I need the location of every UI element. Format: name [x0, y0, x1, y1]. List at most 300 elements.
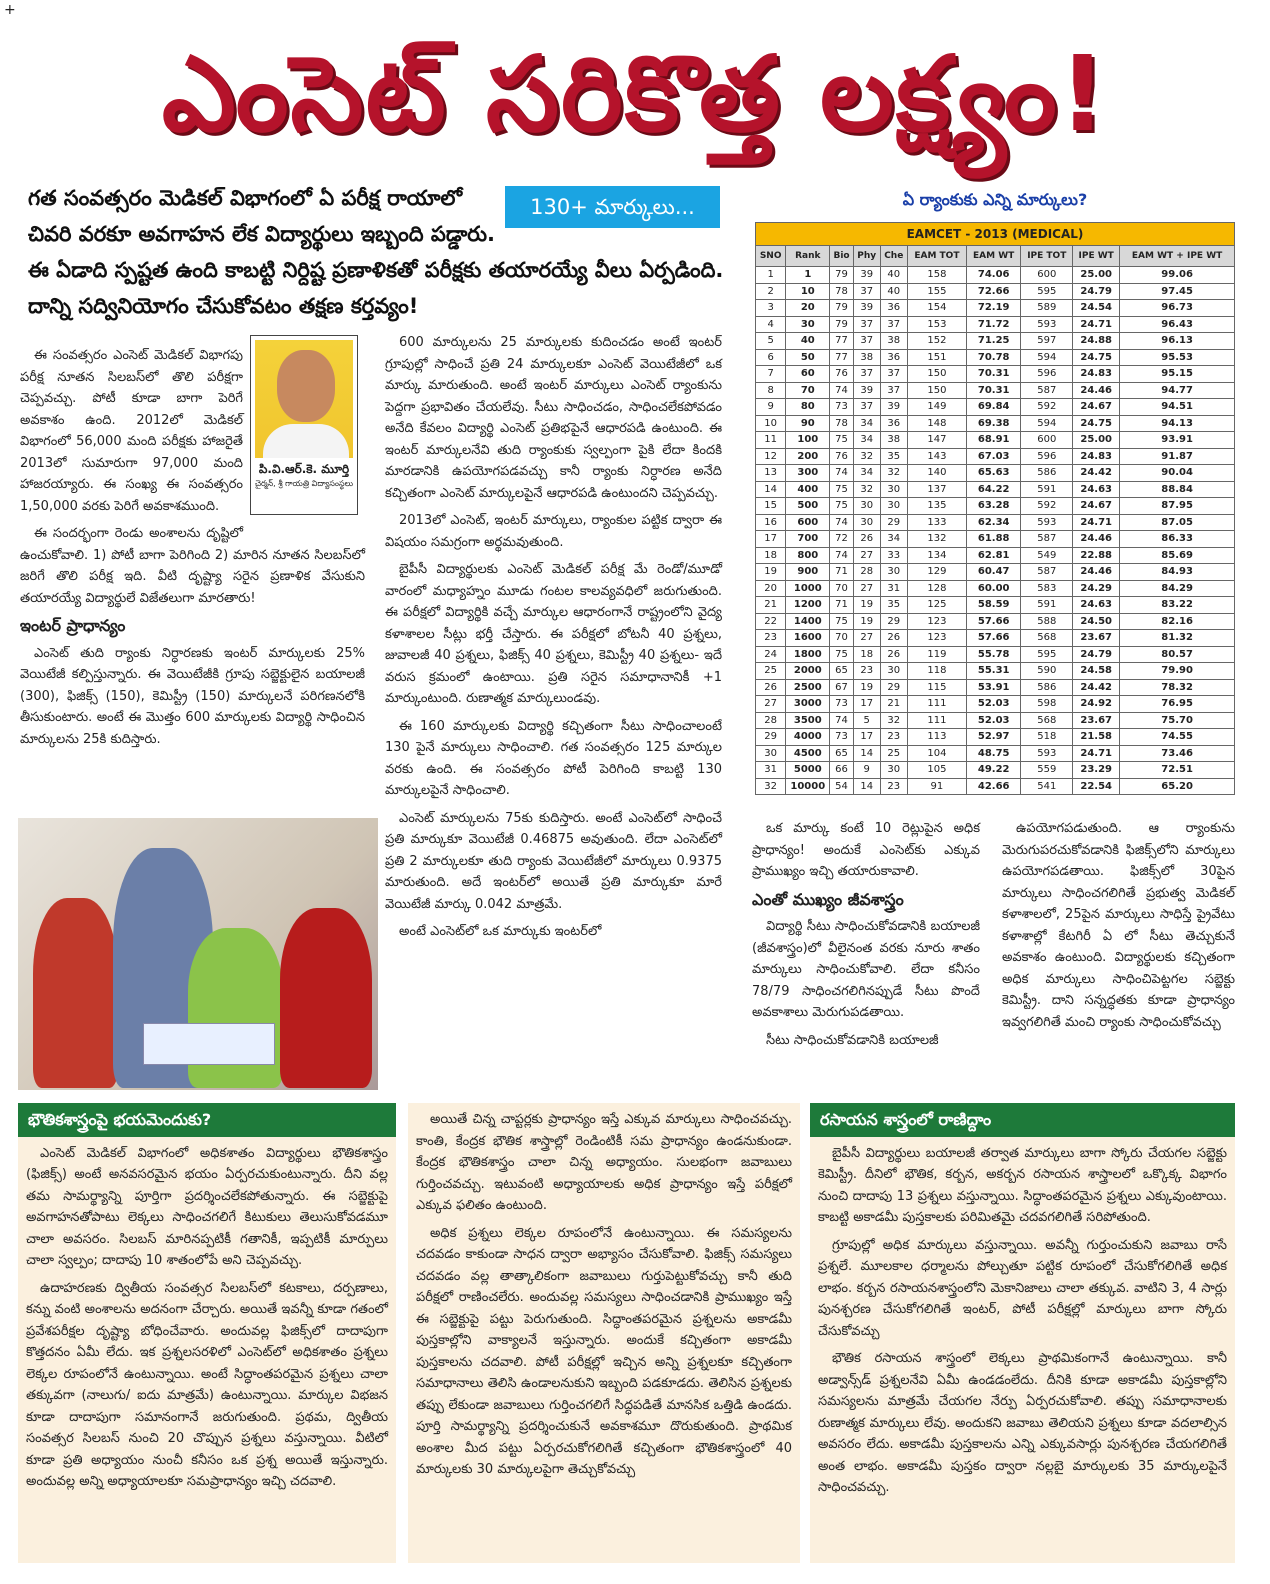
table-cell: 36 — [880, 300, 907, 317]
table-cell: 137 — [907, 481, 966, 498]
table-cell: 38 — [880, 333, 907, 350]
table-cell: 50 — [786, 349, 830, 366]
table-cell: 25.00 — [1073, 432, 1120, 449]
table-cell: 31 — [756, 762, 786, 779]
table-cell: 72.19 — [966, 300, 1020, 317]
table-cell: 70 — [830, 630, 854, 647]
table-cell: 39 — [880, 399, 907, 416]
table-cell: 30 — [786, 316, 830, 333]
table-cell: 36 — [880, 415, 907, 432]
table-cell: 72 — [830, 531, 854, 548]
table-row — [756, 300, 1235, 317]
table-cell: 64.22 — [966, 481, 1020, 498]
table-cell: 71.25 — [966, 333, 1020, 350]
table-cell: 111 — [907, 696, 966, 713]
table-cell: 94.13 — [1120, 415, 1235, 432]
paragraph: విద్యార్థి సీటు సాధించుకోవడానికి బయాలజీ (జీవశాస్త్రం)లో వీలైనంత వరకు నూరు శాతం మార్కులు సాధించుకోవాలి. లేదా కనీసం 78/79 సాధించగలిగినప్పుడే సీటు పొందే అవకాశాలు మెరుగుపడతాయి. — [752, 919, 980, 1020]
column-4 — [1002, 818, 1235, 1039]
table-cell: 35 — [880, 597, 907, 614]
table-cell: 23.29 — [1073, 762, 1120, 779]
paragraph: ఈ 160 మార్కులకు విద్యార్థి కచ్చితంగా సీటు సాధించాలంటే 130 పైనే మార్కులు సాధించాలి. గత సంవత్సరం 125 మార్కుల వరకు ఉంది. ఈ సంవత్సరం పోటీ పెరిగింది కాబట్టి 130 మార్కులపైనే సాధించాలి. — [385, 718, 722, 798]
table-cell: 22 — [756, 613, 786, 630]
table-cell: 68.91 — [966, 432, 1020, 449]
table-cell: 57.66 — [966, 630, 1020, 647]
table-cell: 24 — [756, 646, 786, 663]
table-cell: 86.33 — [1120, 531, 1235, 548]
table-cell: 18 — [853, 646, 880, 663]
table-row — [756, 712, 1235, 729]
table-cell: 39 — [853, 267, 880, 284]
paragraph: ఈ సంవత్సరం ఎంసెట్ మెడికల్ విభాగపు పరీక్ష నూతన సిలబస్‌లో తొలి పరీక్షగా చెప్పవచ్చు. పోటీ కూడా బాగా పెరిగే అవకాశం ఉంది. 2012లో మెడికల్ విభాగంలో 56,000 మంది పరీక్షకు హాజరైతే 2013లో సుమారుగా 97,000 మంది హాజరయ్యారు. ఈ సంఖ్య ఈ సంవత్సరం 1,50,000 వరకు పెరిగే అవకాశముంది. — [20, 348, 243, 514]
table-cell: 87.05 — [1120, 514, 1235, 531]
table-cell: 97.45 — [1120, 283, 1235, 300]
table-cell: 32 — [853, 481, 880, 498]
paragraph: అయితే చిన్న చాప్టర్లకు ప్రాధాన్యం ఇస్తే ఎక్కువ మార్కులు సాధించవచ్చు. కాంతి, కేంద్రక భౌతిక శాస్త్రాల్లో రెండింటికీ సమ ప్రాధాన్యం ఉండనుకుండా. కేంద్రక భౌతికశాస్త్రం చాలా చిన్న అధ్యాయం. సులభంగా జవాబులు గుర్తించవచ్చు. ఇటువంటి అధ్యాయాలకు అధిక ప్రాధాన్యం ఇస్తే పరీక్షలో ఎక్కువ ఫలితం ఉంటుంది. — [416, 1112, 792, 1213]
table-cell: 1600 — [786, 630, 830, 647]
table-cell: 7 — [756, 366, 786, 383]
table-cell: 541 — [1021, 778, 1073, 795]
table-cell: 23 — [880, 729, 907, 746]
table-cell: 36 — [880, 349, 907, 366]
table-cell: 6 — [756, 349, 786, 366]
table-row — [756, 597, 1235, 614]
table-cell: 26 — [853, 531, 880, 548]
table-cell: 96.13 — [1120, 333, 1235, 350]
table-cell: 66 — [830, 762, 854, 779]
table-cell: 104 — [907, 745, 966, 762]
table-cell: 30 — [880, 481, 907, 498]
table-cell: 149 — [907, 399, 966, 416]
column-header: SNO — [756, 246, 786, 267]
table-cell: 78.32 — [1120, 679, 1235, 696]
column-3 — [752, 818, 980, 1057]
paragraph: ఉపయోగపడుతుంది. ఆ ర్యాంకును మెరుగుపరచుకోవడానికి ఫిజిక్స్‌లోని మార్కులు ఉపయోగపడతాయి. ఫిజిక్స్‌లో 30పైన మార్కులు సాధించగలిగితే ప్రభుత్వ మెడికల్ కళాశాలలో, 25పైన మార్కులు సాధిస్తే ప్రైవేటు కళాశాల్లో కేటగిరీ ఏ లో సీటు తెచ్చుకునే అవకాశం ఉంటుంది. విద్యార్థులకు కచ్చితంగా అధిక మార్కులు సాధించిపెట్టగల సబ్జెక్టు కెమిస్ట్రీ. దాని సన్నద్ధతకు కూడా ప్రాధాన్యం ఇవ్వగలిగితే మంచి ర్యాంకు సాధించుకోవచ్చు — [1002, 821, 1235, 1030]
table-cell: 10000 — [786, 778, 830, 795]
paragraph: అధిక ప్రశ్నలు లెక్కల రూపంలోనే ఉంటున్నాయి. ఈ సమస్యలను చదవడం కాకుండా సాధన ద్వారా అభ్యాసం చేసుకోవాలి. ఫిజిక్స్ సమస్యలు చదవడం వల్ల తాత్కాలికంగా జవాబులు గుర్తుపెట్టుకోవచ్చు కానీ తుది పరీక్షలో రాణించలేరు. అందువల్ల సమస్యలు సాధించడానికి ప్రాముఖ్యం ఇస్తే ఈ సబ్జెక్టుపై పట్టు పెరుగుతుంది. సిద్ధాంతపరమైన ప్రశ్నలను అకాడమీ పుస్తకాల్లోని వాక్యాలనే ఇస్తున్నారు. అందుకే కచ్చితంగా అకాడమీ పుస్తకాలను చదవాలి. పోటీ పరీక్షల్లో ఇచ్చిన అన్ని ప్రశ్నలకూ కచ్చితంగా సమాధానాలు తెలిసి ఉండాలనుకుని ఇబ్బంది పడకూడదు. తెలిసిన ప్రశ్నలకు తప్పు లేకుండా జవాబులు గుర్తించగలిగే సిద్ధపడితే మానసిక ఒత్తిడి ఉండదు. పూర్తి సామర్థ్యాన్ని ప్రదర్శించుకునే అవకాశమూ దొరుకుతుంది. ప్రాథమిక అంశాల మీద పట్టు ఏర్పరచుకోగలిగితే కచ్చితంగా భౌతికశాస్త్రంలో 40 మార్కులకు 30 మార్కులపైగా తెచ్చుకోవచ్చు — [416, 1225, 792, 1477]
table-cell: 595 — [1021, 283, 1073, 300]
table-cell: 2500 — [786, 679, 830, 696]
table-cell: 37 — [853, 283, 880, 300]
table-row — [756, 646, 1235, 663]
table-cell: 154 — [907, 300, 966, 317]
table-cell: 568 — [1021, 712, 1073, 729]
table-cell: 105 — [907, 762, 966, 779]
table-cell: 34 — [880, 531, 907, 548]
paragraph: బైపీసీ విద్యార్థులు బయాలజీ తర్వాత మార్కులు బాగా స్కోరు చేయగల సబ్జెక్టు కెమిస్ట్రీ. దీనిలో భౌతిక, కర్బన, అకర్బన రసాయన శాస్త్రాలలో ఒక్కొక్క విభాగం నుంచి దాదాపు 13 ప్రశ్నలు వస్తున్నాయి. సిద్ధాంతపరమైన ప్రశ్నలు ఎక్కువుంటాయి. కాబట్టి అకాడమీ పుస్తకాలకు పరిమితమై చదవగలిగితే సరిపోతుంది. — [818, 1145, 1227, 1225]
author-title: చైర్మన్, శ్రీ గాయత్రి విద్యాసంస్థలు — [254, 479, 354, 488]
table-cell: 155 — [907, 283, 966, 300]
table-cell: 87.95 — [1120, 498, 1235, 515]
table-cell: 21.58 — [1073, 729, 1120, 746]
table-cell: 594 — [1021, 349, 1073, 366]
table-cell: 24.75 — [1073, 415, 1120, 432]
paragraph: సీటు సాధించుకోవడానికి బయాలజీ — [766, 1032, 939, 1048]
table-cell: 52.03 — [966, 696, 1020, 713]
table-cell: 134 — [907, 547, 966, 564]
table-cell: 587 — [1021, 382, 1073, 399]
table-cell: 24.67 — [1073, 399, 1120, 416]
table-cell: 900 — [786, 564, 830, 581]
table-cell: 48.75 — [966, 745, 1020, 762]
section-heading: ఇంటర్ ప్రాధాన్యం — [20, 616, 126, 635]
column-header: EAM WT — [966, 246, 1020, 267]
table-cell: 24.63 — [1073, 481, 1120, 498]
table-cell: 3000 — [786, 696, 830, 713]
table-cell: 24.71 — [1073, 745, 1120, 762]
table-cell: 70 — [786, 382, 830, 399]
table-cell: 14 — [853, 778, 880, 795]
table-cell: 30 — [853, 514, 880, 531]
table-cell: 75 — [830, 432, 854, 449]
table-cell: 40 — [880, 283, 907, 300]
table-cell: 10 — [756, 415, 786, 432]
table-cell: 37 — [853, 366, 880, 383]
table-cell: 99.06 — [1120, 267, 1235, 284]
paragraph: అంటే ఎంసెట్‌లో ఒక మార్కుకు ఇంటర్‌లో — [399, 924, 602, 939]
table-row — [756, 613, 1235, 630]
table-cell: 24.42 — [1073, 679, 1120, 696]
table-cell: 24.83 — [1073, 448, 1120, 465]
table-row — [756, 316, 1235, 333]
table-cell: 17 — [756, 531, 786, 548]
table-cell: 96.43 — [1120, 316, 1235, 333]
table-cell: 21 — [756, 597, 786, 614]
table-cell: 49.22 — [966, 762, 1020, 779]
table-cell: 591 — [1021, 597, 1073, 614]
table-cell: 597 — [1021, 333, 1073, 350]
table-cell: 13 — [756, 465, 786, 482]
table-cell: 518 — [1021, 729, 1073, 746]
table-cell: 39 — [853, 382, 880, 399]
paragraph: ఒక మార్కు కంటే 10 రెట్లుపైన అధిక ప్రాధాన్యం! అందుకే ఎంసెట్‌కు ఎక్కువ ప్రాముఖ్యం ఇచ్చి తయారుకావాలి. — [752, 821, 980, 879]
table-cell: 21 — [880, 696, 907, 713]
headline: ఎంసెట్ సరికొత్త లక్ష్యం! — [161, 33, 1109, 155]
table-cell: 2000 — [786, 663, 830, 680]
table-row — [756, 564, 1235, 581]
table-cell: 800 — [786, 547, 830, 564]
table-cell: 37 — [880, 366, 907, 383]
table-row — [756, 580, 1235, 597]
table-cell: 5000 — [786, 762, 830, 779]
table-cell: 76.95 — [1120, 696, 1235, 713]
table-cell: 55.31 — [966, 663, 1020, 680]
table-cell: 60 — [786, 366, 830, 383]
table-cell: 1800 — [786, 646, 830, 663]
table-row — [756, 399, 1235, 416]
table-cell: 24.50 — [1073, 613, 1120, 630]
table-cell: 37 — [880, 316, 907, 333]
table-row — [756, 531, 1235, 548]
table-row — [756, 679, 1235, 696]
table-cell: 23.67 — [1073, 630, 1120, 647]
table-cell: 78 — [830, 415, 854, 432]
physics-box-continued — [408, 1103, 800, 1563]
table-cell: 88.84 — [1120, 481, 1235, 498]
table-cell: 14 — [853, 745, 880, 762]
table-cell: 32 — [880, 712, 907, 729]
table-cell: 592 — [1021, 498, 1073, 515]
table-row — [756, 366, 1235, 383]
table-cell: 75 — [830, 481, 854, 498]
table-cell: 29 — [756, 729, 786, 746]
table-cell: 30 — [880, 498, 907, 515]
table-cell: 79 — [830, 316, 854, 333]
table-row — [756, 762, 1235, 779]
table-cell: 1 — [756, 267, 786, 284]
table-cell: 96.73 — [1120, 300, 1235, 317]
table-row — [756, 778, 1235, 795]
table-cell: 72.66 — [966, 283, 1020, 300]
table-cell: 5 — [756, 333, 786, 350]
table-cell: 27 — [853, 580, 880, 597]
table-cell: 593 — [1021, 514, 1073, 531]
table-cell: 125 — [907, 597, 966, 614]
column-2 — [385, 332, 722, 949]
table-cell: 17 — [853, 729, 880, 746]
table-cell: 27 — [756, 696, 786, 713]
table-row — [756, 630, 1235, 647]
table-cell: 700 — [786, 531, 830, 548]
table-cell: 83.22 — [1120, 597, 1235, 614]
table-cell: 40 — [786, 333, 830, 350]
table-cell: 65 — [830, 745, 854, 762]
section-heading: భౌతికశాస్త్రంపై భయమెందుకు? — [18, 1103, 396, 1137]
table-cell: 143 — [907, 448, 966, 465]
table-cell: 24.71 — [1073, 316, 1120, 333]
table-cell: 24.46 — [1073, 382, 1120, 399]
table-cell: 23.67 — [1073, 712, 1120, 729]
table-row — [756, 745, 1235, 762]
table-cell: 592 — [1021, 399, 1073, 416]
table-cell: 37 — [853, 316, 880, 333]
table-cell: 34 — [853, 432, 880, 449]
table-cell: 30 — [756, 745, 786, 762]
table-cell: 52.97 — [966, 729, 1020, 746]
table-cell: 90 — [786, 415, 830, 432]
column-header: EAM TOT — [907, 246, 966, 267]
table-cell: 135 — [907, 498, 966, 515]
paragraph: గ్రూపుల్లో అధిక మార్కులు వస్తున్నాయి. అవన్నీ గుర్తుంచుకుని జవాబు రాసే ప్రశ్నలే. మూలకాల ధర్మాలను పోల్చుతూ పట్టిక రూపంలో చేసుకోగలిగితే అధిక లాభం. కర్బన రసాయనశాస్త్రంలోని మెకానిజాలు చాలా తక్కువ. వాటిని 3, 4 సార్లు పునశ్చరణ చేసుకోగలిగితే ఇంటర్, పోటీ పరీక్షల్లో మార్కులు బాగా స్కోరు చేసుకోవచ్చు — [818, 1237, 1227, 1339]
table-cell: 1200 — [786, 597, 830, 614]
table-cell: 24.46 — [1073, 531, 1120, 548]
table-cell: 23 — [880, 778, 907, 795]
table-cell: 70.31 — [966, 366, 1020, 383]
table-cell: 77 — [830, 349, 854, 366]
table-cell: 4 — [756, 316, 786, 333]
table-cell: 148 — [907, 415, 966, 432]
table-cell: 91.87 — [1120, 448, 1235, 465]
table-row — [756, 729, 1235, 746]
table-row — [756, 481, 1235, 498]
table-cell: 81.32 — [1120, 630, 1235, 647]
table-cell: 587 — [1021, 531, 1073, 548]
table-cell: 2 — [756, 283, 786, 300]
table-cell: 37 — [853, 333, 880, 350]
table-cell: 24.88 — [1073, 333, 1120, 350]
table-cell: 9 — [853, 762, 880, 779]
table-cell: 200 — [786, 448, 830, 465]
table-cell: 24.58 — [1073, 663, 1120, 680]
table-cell: 62.34 — [966, 514, 1020, 531]
table-cell: 71.72 — [966, 316, 1020, 333]
table-cell: 94.51 — [1120, 399, 1235, 416]
table-cell: 593 — [1021, 316, 1073, 333]
author-photo — [250, 335, 358, 515]
table-cell: 93.91 — [1120, 432, 1235, 449]
table-cell: 19 — [853, 613, 880, 630]
table-cell: 24.83 — [1073, 366, 1120, 383]
table-cell: 84.93 — [1120, 564, 1235, 581]
table-cell: 568 — [1021, 630, 1073, 647]
table-cell: 14 — [756, 481, 786, 498]
table-cell: 90.04 — [1120, 465, 1235, 482]
table-cell: 586 — [1021, 679, 1073, 696]
table-row — [756, 514, 1235, 531]
table-cell: 4000 — [786, 729, 830, 746]
table-row — [756, 349, 1235, 366]
table-row — [756, 498, 1235, 515]
table-cell: 69.84 — [966, 399, 1020, 416]
table-cell: 11 — [756, 432, 786, 449]
table-cell: 24.46 — [1073, 564, 1120, 581]
chemistry-box — [810, 1103, 1235, 1563]
table-cell: 500 — [786, 498, 830, 515]
table-cell: 12 — [756, 448, 786, 465]
table-cell: 74.55 — [1120, 729, 1235, 746]
table-row — [756, 432, 1235, 449]
table-cell: 26 — [880, 646, 907, 663]
table-cell: 123 — [907, 613, 966, 630]
table-cell: 94.77 — [1120, 382, 1235, 399]
column-header: EAM WT + IPE WT — [1120, 246, 1235, 267]
section-heading: రసాయన శాస్త్రంలో రాణిద్దాం — [810, 1103, 1235, 1137]
table-cell: 596 — [1021, 366, 1073, 383]
table-cell: 596 — [1021, 448, 1073, 465]
table-cell: 15 — [756, 498, 786, 515]
section-heading: ఎంతో ముఖ్యం జీవశాస్త్రం — [752, 889, 904, 909]
table-cell: 33 — [880, 547, 907, 564]
table-cell: 100 — [786, 432, 830, 449]
column-header: Rank — [786, 246, 830, 267]
table-cell: 32 — [880, 465, 907, 482]
table-cell: 9 — [756, 399, 786, 416]
table-cell: 111 — [907, 712, 966, 729]
table-cell: 598 — [1021, 696, 1073, 713]
table-cell: 70.78 — [966, 349, 1020, 366]
table-cell: 37 — [880, 382, 907, 399]
table-cell: 600 — [1021, 267, 1073, 284]
table-cell: 38 — [853, 349, 880, 366]
table-cell: 10 — [786, 283, 830, 300]
table-cell: 24.67 — [1073, 498, 1120, 515]
table-cell: 32 — [756, 778, 786, 795]
table-cell: 147 — [907, 432, 966, 449]
table-cell: 74.06 — [966, 267, 1020, 284]
table-cell: 400 — [786, 481, 830, 498]
paragraph: ఎంసెట్ మార్కులను 75కు కుదిస్తారు. అంటే ఎంసెట్‌లో సాధించే ప్రతి మార్కుకూ వెయిటేజీ 0.46875 అవుతుంది. లేదా ఎంసెట్‌లో ప్రతి 2 మార్కులకూ తుది ర్యాంకు వెయిటేజీలో మార్కులు 0.9375 మారుతుంది. అదే ఇంటర్‌లో అయితే ప్రతి మార్కుకూ మారే వెయిటేజీ మార్కు 0.042 మాత్రమే. — [385, 810, 722, 912]
column-header: Che — [880, 246, 907, 267]
table-cell: 79 — [830, 267, 854, 284]
paragraph: ఎంసెట్ మెడికల్ విభాగంలో అధికశాతం విద్యార్థులు భౌతికశాస్త్రం (ఫిజిక్స్) అంటే అనవసరమైన భయం ఏర్పరచుకుంటున్నారు. దీని వల్ల తమ సామర్థ్యాన్ని పూర్తిగా ప్రదర్శించలేకపోతున్నారు. ఈ సబ్జెక్టుపై అవగాహనతోపాటు లెక్కలు సాధించగలిగే కిటుకులు తెలుసుకోవడమూ చాలా అవసరం. సిలబస్ మారినప్పటికీ గతానికీ, ఇప్పటికీ మార్పులు చాలా స్వల్పం; దాదాపు 10 శాతంలోపే అని చెప్పవచ్చు. — [26, 1145, 388, 1268]
table-cell: 595 — [1021, 646, 1073, 663]
table-cell: 151 — [907, 349, 966, 366]
table-cell: 600 — [1021, 432, 1073, 449]
table-cell: 589 — [1021, 300, 1073, 317]
table-cell: 74 — [830, 547, 854, 564]
table-cell: 128 — [907, 580, 966, 597]
table-cell: 58.59 — [966, 597, 1020, 614]
table-cell: 28 — [756, 712, 786, 729]
column-header: IPE WT — [1073, 246, 1120, 267]
table-cell: 17 — [853, 696, 880, 713]
table-heading: ఏ ర్యాంకుకు ఎన్ని మార్కులు? — [902, 190, 1088, 209]
table-cell: 24.79 — [1073, 646, 1120, 663]
table-cell: 84.29 — [1120, 580, 1235, 597]
table-cell: 593 — [1021, 745, 1073, 762]
table-cell: 158 — [907, 267, 966, 284]
table-cell: 1 — [786, 267, 830, 284]
table-cell: 30 — [853, 498, 880, 515]
crop-mark-icon: + — [4, 2, 16, 18]
paragraph: 2013లో ఎంసెట్, ఇంటర్ మార్కులు, ర్యాంకుల పట్టిక ద్వారా ఈ విషయం సమగ్రంగా అర్థమవుతుంది. — [385, 513, 722, 550]
table-cell: 39 — [853, 300, 880, 317]
table-cell: 55.78 — [966, 646, 1020, 663]
table-cell: 76 — [830, 366, 854, 383]
table-cell: 95.15 — [1120, 366, 1235, 383]
table-cell: 590 — [1021, 663, 1073, 680]
table-cell: 65.63 — [966, 465, 1020, 482]
table-row — [756, 382, 1235, 399]
table-cell: 26 — [756, 679, 786, 696]
table-row — [756, 415, 1235, 432]
paragraph: ఈ సందర్భంగా రెండు అంశాలను దృష్టిలో ఉంచుకోవాలి. 1) పోటీ బాగా పెరిగింది 2) మారిన నూతన సిలబస్‌లో జరిగే తొలి పరీక్ష ఇది. వీటి దృష్ట్యా సరైన ప్రణాళిక వేసుకుని తయారయ్యే విద్యార్థులే విజేతలుగా మారతారు! — [20, 526, 365, 606]
table-cell: 4500 — [786, 745, 830, 762]
column-header: Bio — [830, 246, 854, 267]
table-cell: 28 — [853, 564, 880, 581]
table-cell: 22.54 — [1073, 778, 1120, 795]
table-cell: 132 — [907, 531, 966, 548]
table-row — [756, 547, 1235, 564]
portrait-image — [255, 340, 353, 458]
table-cell: 140 — [907, 465, 966, 482]
table-cell: 32 — [853, 448, 880, 465]
table-cell: 91 — [907, 778, 966, 795]
table-cell: 24.79 — [1073, 283, 1120, 300]
marks-badge: 130+ మార్కులు... — [505, 186, 720, 228]
table-cell: 79 — [830, 300, 854, 317]
table-cell: 61.88 — [966, 531, 1020, 548]
table-cell: 150 — [907, 382, 966, 399]
paragraph: భౌతిక రసాయన శాస్త్రంలో లెక్కలు ప్రాథమికంగానే ఉంటున్నాయి. కానీ అడ్వాన్స్‌డ్ ప్రశ్నలనేవి ఏమీ ఉండడంలేదు. దీనికి కూడా అకాడమీ పుస్తకాల్లోని సమస్యలను మాత్రమే చేయగల నేర్పు ఏర్పరచుకోవాలి. తప్పు సమాధానాలకు రుణాత్మక మార్కులు లేవు. అందుకని జవాబు తెలియని ప్రశ్నలు కూడా వదలాల్సిన అవసరం లేదు. అకాడమీ పుస్తకాలను ఎన్ని ఎక్కువసార్లు పునశ్చరణ చేయగలిగితే అంత లాభం. అకాడమీ పుస్తకం ద్వారా నల్లబై మార్కులకు 35 మార్కులపైనే సాధించవచ్చు. — [818, 1351, 1227, 1495]
table-cell: 35 — [880, 448, 907, 465]
physics-box — [18, 1103, 396, 1563]
table-cell: 75 — [830, 613, 854, 630]
table-cell: 23 — [756, 630, 786, 647]
table-cell: 75.70 — [1120, 712, 1235, 729]
table-cell: 73 — [830, 696, 854, 713]
table-cell: 20 — [756, 580, 786, 597]
table-cell: 75 — [830, 646, 854, 663]
table-row — [756, 448, 1235, 465]
table-cell: 549 — [1021, 547, 1073, 564]
table-cell: 72.51 — [1120, 762, 1235, 779]
table-cell: 85.69 — [1120, 547, 1235, 564]
table-cell: 27 — [853, 630, 880, 647]
table-cell: 300 — [786, 465, 830, 482]
table-cell: 73.46 — [1120, 745, 1235, 762]
table-cell: 34 — [853, 465, 880, 482]
table-cell: 82.16 — [1120, 613, 1235, 630]
